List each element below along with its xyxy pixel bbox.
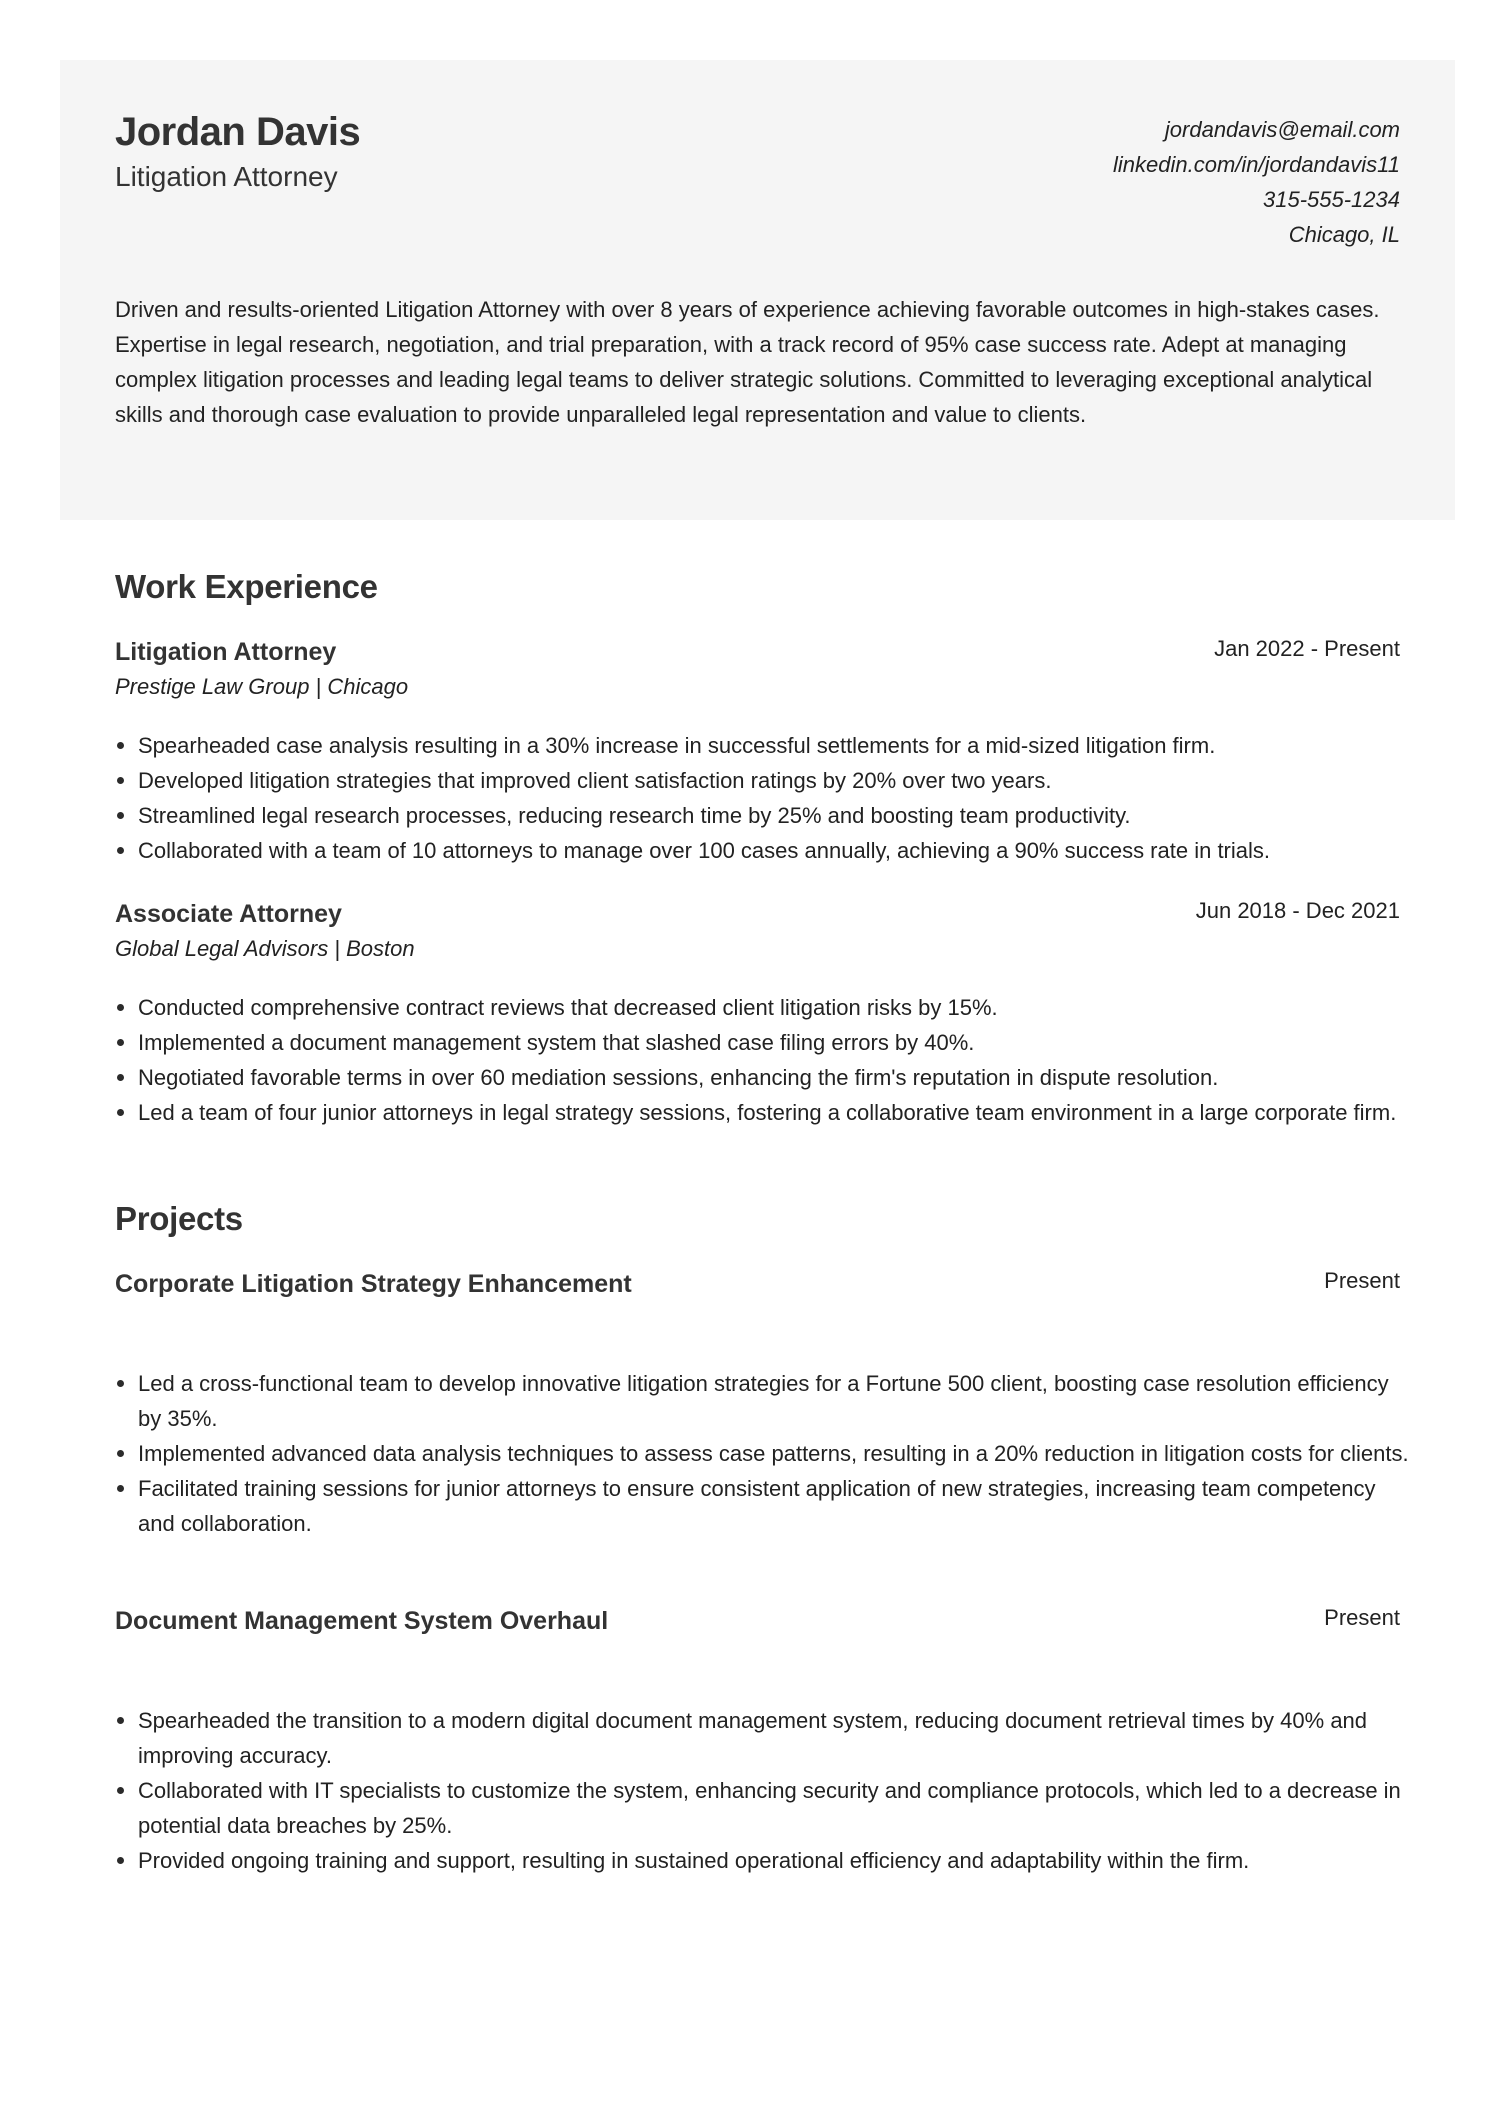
professional-summary: Driven and results-oriented Litigation Attorney with over 8 years of experience achieving favorable outcomes in high-stakes cases. Expertise in legal research, negotiation, and trial preparation, with a track record of 95% case success rate. Adept at managing complex litigation processes and leading legal teams to deliver strategic solutions. Committed to leveraging exceptional analytical skills and thorough case evaluation to provide unparalleled legal representation and value to clients.: [115, 297, 1380, 427]
bullet-text: Developed litigation strategies that improved client satisfaction ratings by 20% over two years.: [138, 768, 1052, 793]
contact-email[interactable]: jordandavis@email.com: [1164, 117, 1400, 142]
list-item: [115, 1471, 1415, 1541]
list-item: [115, 990, 1415, 1025]
job-company: Global Legal Advisors | Boston: [115, 936, 415, 961]
section-heading-work-experience: Work Experience: [115, 568, 378, 605]
list-item: [115, 1773, 1415, 1843]
project-bullets: [115, 1703, 1415, 1878]
bullet-text: Spearheaded case analysis resulting in a 30% increase in successful settlements for a mid-sized litigation firm.: [138, 733, 1216, 758]
bullet-icon: [117, 1450, 124, 1457]
candidate-title: Litigation Attorney: [115, 161, 338, 192]
contact-phone: 315-555-1234: [1262, 187, 1400, 212]
bullet-icon: [117, 1109, 124, 1116]
list-item: [115, 1060, 1415, 1095]
bullet-icon: [117, 742, 124, 749]
job-dates: Jan 2022 - Present: [1214, 636, 1400, 661]
list-item: [115, 1025, 1415, 1060]
job-title: Litigation Attorney: [115, 638, 337, 666]
list-item: [115, 1436, 1415, 1471]
contact-linkedin[interactable]: linkedin.com/in/jordandavis11: [1113, 152, 1400, 177]
list-item: [115, 1843, 1415, 1878]
bullet-text: Implemented a document management system that slashed case filing errors by 40%.: [138, 1030, 975, 1055]
bullet-text: Led a team of four junior attorneys in legal strategy sessions, fostering a collaborative team environment in a large corporate firm.: [138, 1100, 1397, 1125]
bullet-icon: [117, 812, 124, 819]
job-bullets: [115, 728, 1415, 868]
contact-location: Chicago, IL: [1288, 222, 1400, 247]
bullet-icon: [117, 1857, 124, 1864]
job-dates: Jun 2018 - Dec 2021: [1195, 898, 1400, 923]
project-dates: Present: [1324, 1268, 1400, 1293]
bullet-text: Conducted comprehensive contract reviews that decreased client litigation risks by 15%.: [138, 995, 998, 1020]
bullet-text: Implemented advanced data analysis techniques to assess case patterns, resulting in a 20% reduction in litigation costs for clients.: [138, 1441, 1409, 1466]
bullet-icon: [117, 1004, 124, 1011]
bullet-text: Streamlined legal research processes, reducing research time by 25% and boosting team productivity.: [138, 803, 1131, 828]
list-item: [115, 833, 1415, 868]
bullet-text: Collaborated with a team of 10 attorneys to manage over 100 cases annually, achieving a 90% success rate in trials.: [138, 838, 1271, 863]
project-title: Corporate Litigation Strategy Enhancement: [115, 1270, 632, 1298]
bullet-text: Provided ongoing training and support, resulting in sustained operational efficiency and adaptability within the firm.: [138, 1848, 1250, 1873]
bullet-text: Collaborated with IT specialists to customize the system, enhancing security and compliance protocols, which led to a decrease in potential data breaches by 25%.: [138, 1778, 1401, 1838]
list-item: [115, 728, 1415, 763]
list-item: [115, 798, 1415, 833]
bullet-icon: [117, 1039, 124, 1046]
project-title: Document Management System Overhaul: [115, 1607, 609, 1635]
job-bullets: [115, 990, 1415, 1130]
list-item: [115, 763, 1415, 798]
section-heading-projects: Projects: [115, 1200, 243, 1237]
list-item: [115, 1095, 1415, 1130]
bullet-text: Negotiated favorable terms in over 60 mediation sessions, enhancing the firm's reputation in dispute resolution.: [138, 1065, 1219, 1090]
list-item: [115, 1366, 1415, 1436]
bullet-icon: [117, 1717, 124, 1724]
bullet-icon: [117, 847, 124, 854]
project-bullets: [115, 1366, 1415, 1541]
bullet-text: Facilitated training sessions for junior attorneys to ensure consistent application of new strategies, increasing team competency and collaboration.: [138, 1476, 1376, 1536]
job-company: Prestige Law Group | Chicago: [115, 674, 409, 699]
bullet-icon: [117, 1074, 124, 1081]
bullet-text: Led a cross-functional team to develop innovative litigation strategies for a Fortune 500 client, boosting case resolution efficiency by 35%.: [138, 1371, 1389, 1431]
bullet-icon: [117, 1485, 124, 1492]
bullet-text: Spearheaded the transition to a modern digital document management system, reducing document retrieval times by 40% and improving accuracy.: [138, 1708, 1368, 1768]
bullet-icon: [117, 1380, 124, 1387]
job-title: Associate Attorney: [115, 900, 342, 928]
contact-info: [1113, 112, 1400, 252]
bullet-icon: [117, 777, 124, 784]
bullet-icon: [117, 1787, 124, 1794]
project-dates: Present: [1324, 1605, 1400, 1630]
list-item: [115, 1703, 1415, 1773]
candidate-name: Jordan Davis: [115, 110, 361, 154]
